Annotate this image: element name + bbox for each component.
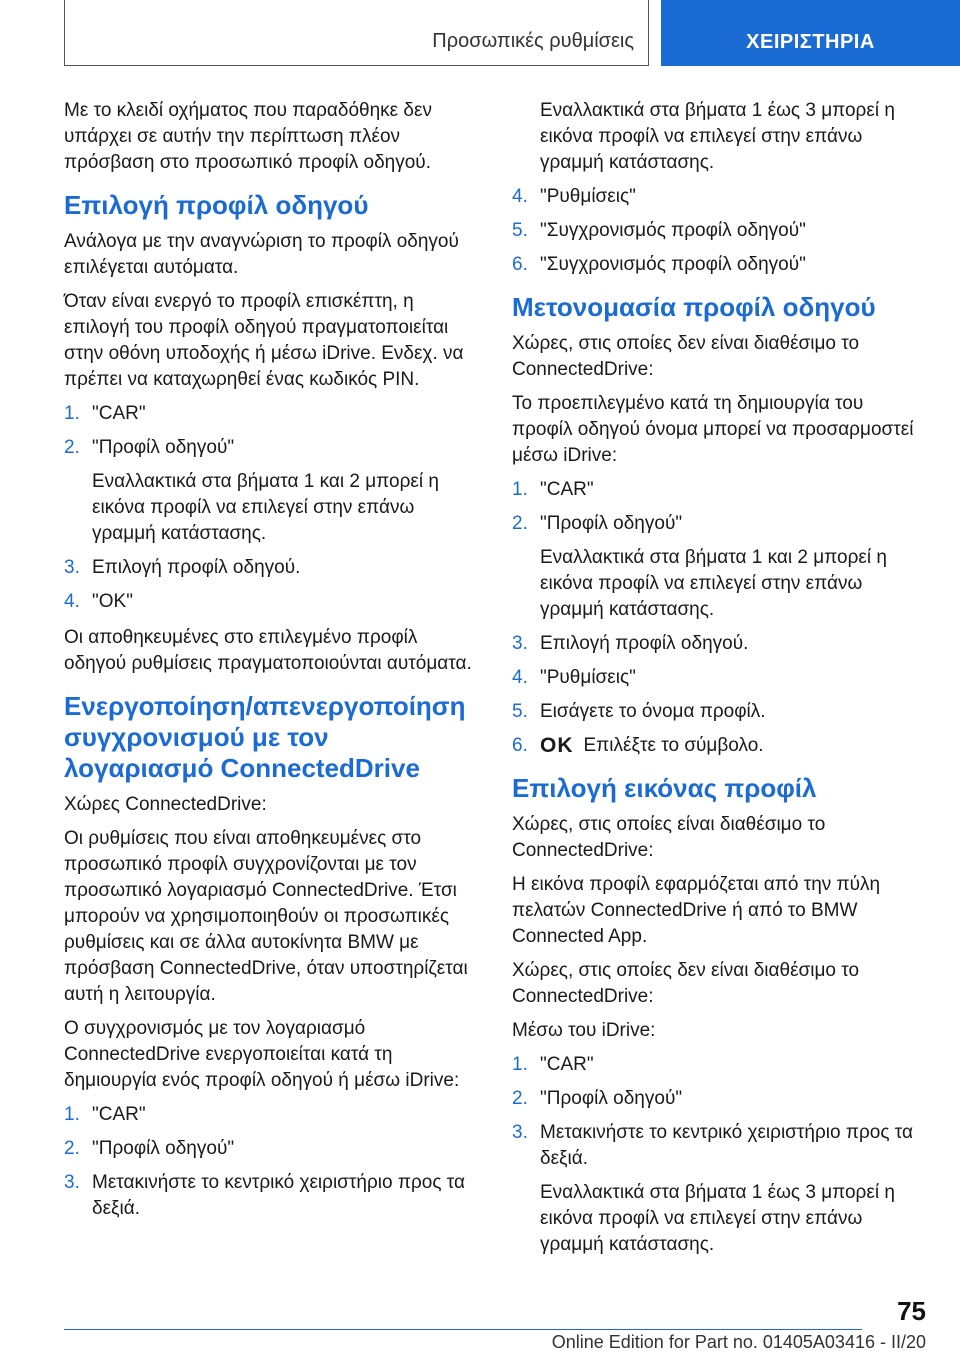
step-number: 3. xyxy=(512,633,528,654)
step-text: "Συγχρονισμός προφίλ οδηγού" xyxy=(540,254,806,275)
step-text: "Συγχρονισμός προφίλ οδηγού" xyxy=(540,220,806,241)
step-number: 2. xyxy=(512,1088,528,1109)
steps-list xyxy=(64,1102,476,1222)
step-number: 5. xyxy=(512,220,528,241)
heading-select-driver-profile: Επιλογή προφίλ οδηγού xyxy=(64,190,369,220)
step-text: "CAR" xyxy=(540,479,594,500)
left-column xyxy=(64,98,476,1232)
list-item xyxy=(512,252,924,278)
step-text: "CAR" xyxy=(92,1104,146,1125)
step-number: 3. xyxy=(64,557,80,578)
intro-paragraph: Με το κλειδί οχήματος που παραδόθηκε δεν υπάρχει σε αυτήν την περίπτωση πλέον πρόσβαση στο προσωπικό προφίλ οδηγού. xyxy=(64,100,432,173)
chapter-tab: ΧΕΙΡΙΣΤΗΡΙΑ xyxy=(661,0,960,66)
paragraph: Χώρες, στις οποίες δεν είναι διαθέσιμο το ConnectedDrive: xyxy=(512,960,860,1007)
list-item xyxy=(512,477,924,503)
heading-select-profile-picture: Επιλογή εικόνας προφίλ xyxy=(512,773,817,803)
steps-list-continued xyxy=(512,98,924,278)
step-number: 1. xyxy=(512,1054,528,1075)
step-number: 1. xyxy=(64,403,80,424)
paragraph: Χώρες, στις οποίες είναι διαθέσιμο το ConnectedDrive: xyxy=(512,814,826,861)
list-item xyxy=(64,435,476,547)
list-item xyxy=(512,98,924,176)
list-item xyxy=(512,1052,924,1078)
step-text: "Προφίλ οδηγού" xyxy=(540,513,683,534)
step-text: Μετακινήστε το κεντρικό χειριστήριο προς τα δεξιά. xyxy=(92,1172,465,1219)
list-item xyxy=(512,1120,924,1258)
paragraph: Οι ρυθμίσεις που είναι αποθηκευμένες στο προσωπικό προφίλ συγχρονίζονται με τον προσωπικό λογαριασμό ConnectedDrive. Έτσι μπορούν να χρησιμοποιηθούν οι προσωπικές ρυθμίσεις και σε άλλα αυτοκίνητα BMW με πρόσβαση ConnectedDrive, όταν υποστηρίζεται αυτή η λειτουργία. xyxy=(64,828,468,1005)
list-item xyxy=(64,1170,476,1222)
page-number: 75 xyxy=(897,1296,926,1326)
step-text: Μετακινήστε το κεντρικό χειριστήριο προς τα δεξιά. xyxy=(540,1122,913,1169)
step-number: 4. xyxy=(64,591,80,612)
step-text: "CAR" xyxy=(540,1054,594,1075)
list-item xyxy=(64,555,476,581)
step-text: Επιλογή προφίλ οδηγού. xyxy=(92,557,301,578)
right-column xyxy=(512,98,924,1268)
ok-icon: OK xyxy=(540,734,574,757)
steps-list xyxy=(512,1052,924,1258)
paragraph: Η εικόνα προφίλ εφαρμόζεται από την πύλη πελατών ConnectedDrive ή από το BMW Connected App. xyxy=(512,874,881,947)
step-text: "OK" xyxy=(92,591,133,612)
step-number: 1. xyxy=(64,1104,80,1125)
step-number: 2. xyxy=(64,437,80,458)
list-item xyxy=(512,511,924,623)
section-title: Προσωπικές ρυθμίσεις xyxy=(64,0,649,66)
step-text: "Προφίλ οδηγού" xyxy=(92,1138,235,1159)
page-header xyxy=(64,0,960,66)
step-note: Εναλλακτικά στα βήματα 1 έως 3 μπορεί η εικόνα προφίλ να επιλεγεί στην επάνω γραμμή κατάστασης. xyxy=(540,100,895,173)
step-number: 2. xyxy=(512,513,528,534)
step-number: 2. xyxy=(64,1138,80,1159)
step-note: Εναλλακτικά στα βήματα 1 έως 3 μπορεί η εικόνα προφίλ να επιλεγεί στην επάνω γραμμή κατάστασης. xyxy=(540,1182,895,1255)
step-text: "CAR" xyxy=(92,403,146,424)
footer-divider xyxy=(64,1329,862,1330)
list-item xyxy=(512,1086,924,1112)
footer-edition: Online Edition for Part no. 01405A03416 - II/20 xyxy=(551,1332,926,1352)
list-item xyxy=(64,1136,476,1162)
list-item xyxy=(512,699,924,725)
list-item xyxy=(512,665,924,691)
paragraph: Οι αποθηκευμένες στο επιλεγμένο προφίλ οδηγού ρυθμίσεις πραγματοποιούνται αυτόματα. xyxy=(64,627,472,674)
step-number: 5. xyxy=(512,701,528,722)
step-text: "Ρυθμίσεις" xyxy=(540,667,636,688)
heading-sync-connecteddrive: Ενεργοποίηση/απενεργοποίηση συγχρονισμού με τον λογαριασμό ConnectedDrive xyxy=(64,691,466,783)
list-item xyxy=(512,631,924,657)
list-item xyxy=(64,401,476,427)
step-text: "Προφίλ οδηγού" xyxy=(540,1088,683,1109)
step-note: Εναλλακτικά στα βήματα 1 και 2 μπορεί η εικόνα προφίλ να επιλεγεί στην επάνω γραμμή κατάστασης. xyxy=(92,471,439,544)
paragraph: Χώρες ConnectedDrive: xyxy=(64,794,267,815)
paragraph: Μέσω του iDrive: xyxy=(512,1020,656,1041)
step-note: Εναλλακτικά στα βήματα 1 και 2 μπορεί η εικόνα προφίλ να επιλεγεί στην επάνω γραμμή κατάστασης. xyxy=(540,547,887,620)
paragraph: Ο συγχρονισμός με τον λογαριασμό ConnectedDrive ενεργοποιείται κατά τη δημιουργία ενός προφίλ οδηγού ή μέσω iDrive: xyxy=(64,1018,460,1091)
list-item xyxy=(512,218,924,244)
step-number: 3. xyxy=(64,1172,80,1193)
heading-rename-driver-profile: Μετονομασία προφίλ οδηγού xyxy=(512,292,876,322)
step-text: Επιλέξτε το σύμβολο. xyxy=(583,735,764,756)
paragraph: Ανάλογα με την αναγνώριση το προφίλ οδηγού επιλέγεται αυτόματα. xyxy=(64,231,459,278)
step-number: 4. xyxy=(512,667,528,688)
step-number: 4. xyxy=(512,186,528,207)
step-text: Επιλογή προφίλ οδηγού. xyxy=(540,633,749,654)
step-number: 3. xyxy=(512,1122,528,1143)
step-text: "Ρυθμίσεις" xyxy=(540,186,636,207)
paragraph: Χώρες, στις οποίες δεν είναι διαθέσιμο το ConnectedDrive: xyxy=(512,333,860,380)
list-item xyxy=(512,733,924,759)
step-number: 6. xyxy=(512,735,528,756)
paragraph: Το προεπιλεγμένο κατά τη δημιουργία του προφίλ οδηγού όνομα μπορεί να προσαρμοστεί μέσω iDrive: xyxy=(512,393,914,466)
steps-list xyxy=(512,477,924,759)
paragraph: Όταν είναι ενεργό το προφίλ επισκέπτη, η επιλογή του προφίλ οδηγού πραγματοποιείται στην οθόνη υποδοχής ή μέσω iDrive. Ενδεχ. να πρέπει να καταχωρηθεί ένας κωδικός PIN. xyxy=(64,291,464,390)
step-text: "Προφίλ οδηγού" xyxy=(92,437,235,458)
steps-list xyxy=(64,401,476,615)
list-item xyxy=(512,184,924,210)
step-text: Εισάγετε το όνομα προφίλ. xyxy=(540,701,766,722)
list-item xyxy=(64,589,476,615)
step-number: 6. xyxy=(512,254,528,275)
list-item xyxy=(64,1102,476,1128)
step-number: 1. xyxy=(512,479,528,500)
